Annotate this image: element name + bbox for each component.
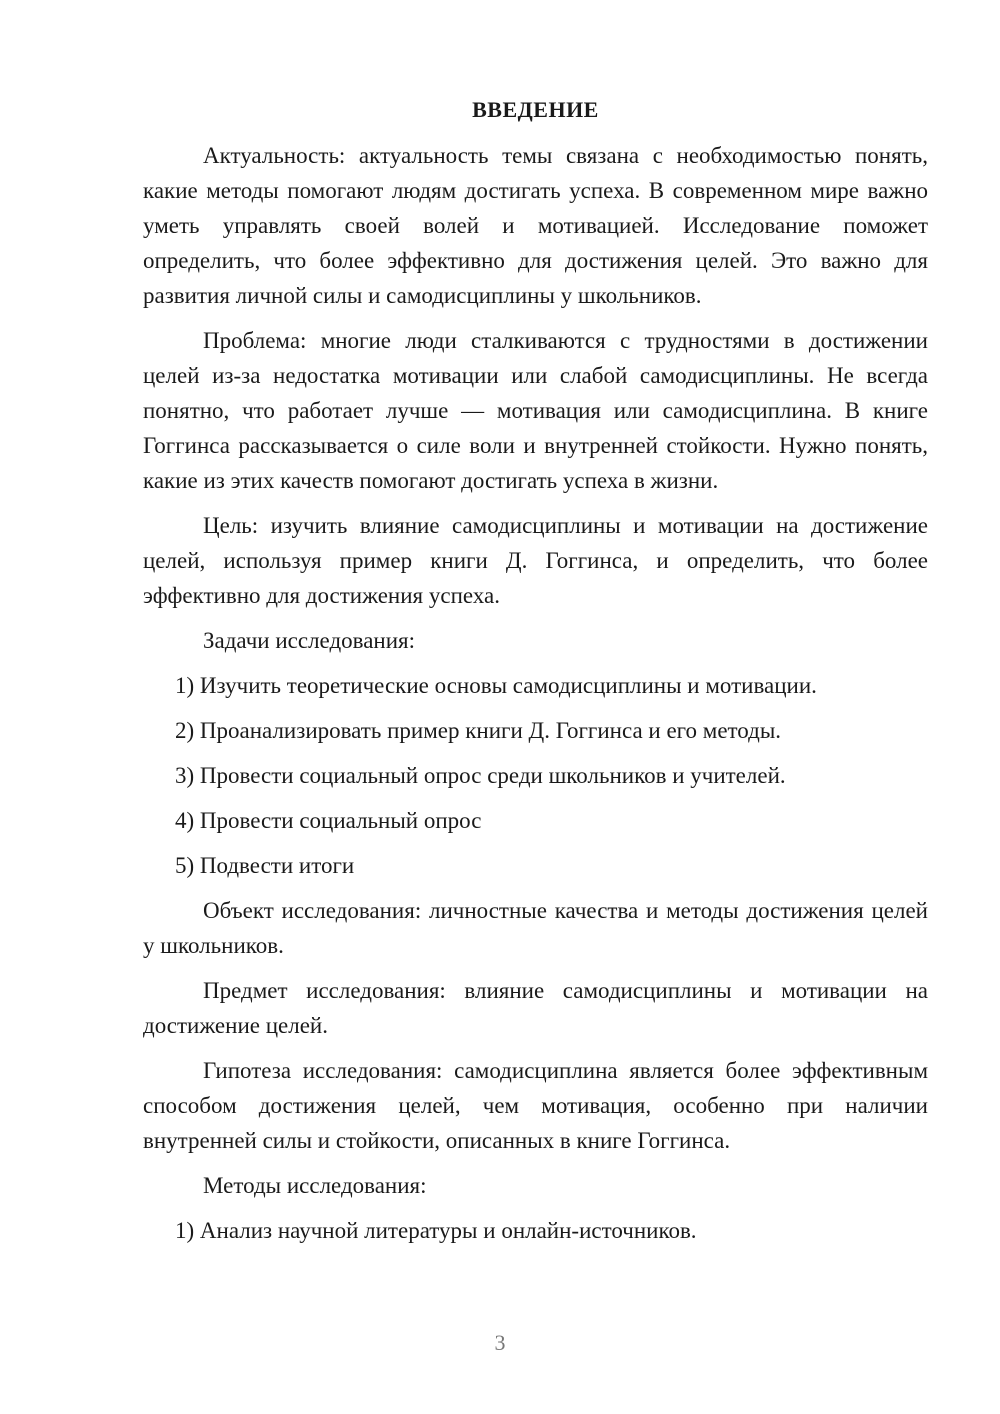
task-item: 2) Проанализировать пример книги Д. Гоггинса и его методы. [175, 718, 782, 743]
task-item: 5) Подвести итоги [175, 853, 355, 878]
relevance-paragraph: Актуальность: актуальность темы связана с необходимостью понять, какие методы помогают людям достигать успеха. В современном мире важно уметь управлять своей волей и мотивацией. Исследование поможет определить, что более эффективно для достижения целей. Это важно для развития личной силы и самодисциплины у школьников. [143, 143, 928, 308]
method-item: 1) Анализ научной литературы и онлайн-источников. [175, 1218, 697, 1243]
methods-list [143, 1213, 928, 1248]
problem-paragraph: Проблема: многие люди сталкиваются с трудностями в достижении целей из-за недостатка мотивации или слабой самодисциплины. Не всегда понятно, что работает лучше — мотивация или самодисциплина. В книге Гоггинса рассказывается о силе воли и внутренней стойкости. Нужно понять, какие из этих качеств помогают достигать успеха в жизни. [143, 328, 928, 493]
goal-paragraph: Цель: изучить влияние самодисциплины и мотивации на достижение целей, используя пример книги Д. Гоггинса, и определить, что более эффективно для достижения успеха. [143, 513, 928, 608]
page-content [143, 92, 928, 1258]
subject-paragraph: Предмет исследования: влияние самодисциплины и мотивации на достижение целей. [143, 978, 928, 1038]
task-item: 3) Провести социальный опрос среди школьников и учителей. [175, 763, 786, 788]
methods-heading: Методы исследования: [203, 1173, 427, 1198]
task-item: 1) Изучить теоретические основы самодисциплины и мотивации. [175, 673, 817, 698]
object-paragraph: Объект исследования: личностные качества и методы достижения целей у школьников. [143, 898, 928, 958]
hypothesis-paragraph: Гипотеза исследования: самодисциплина является более эффективным способом достижения целей, чем мотивация, особенно при наличии внутренней силы и стойкости, описанных в книге Гоггинса. [143, 1058, 928, 1153]
tasks-list [143, 668, 928, 883]
section-title: ВВЕДЕНИЕ [472, 97, 599, 122]
page-number: 3 [494, 1330, 506, 1355]
tasks-heading: Задачи исследования: [203, 628, 416, 653]
task-item: 4) Провести социальный опрос [175, 808, 482, 833]
